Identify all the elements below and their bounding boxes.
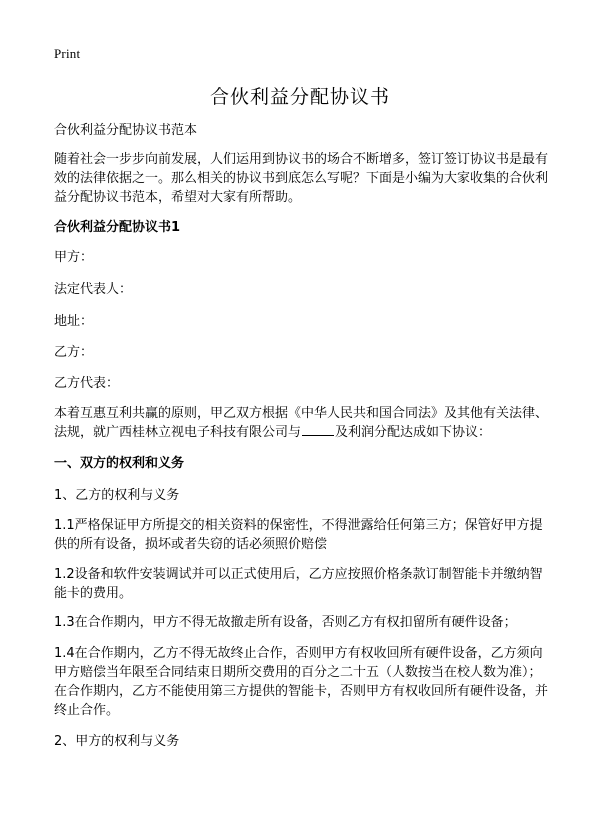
subtitle-paragraph: 合伙利益分配协议书范本 [54,123,198,138]
principle-text-part2: 及利润分配达成如下协议： [335,425,492,440]
clause-1-4: 1.4在合作期内，乙方不得无故终止合作，否则甲方有权收回所有硬件设备，乙方须向甲方赔偿当年限至合同结束日期所交费用的百分之二十五（人数按当在校人数为准）；在合作期内，乙方不能使用第三方提供的智能卡，否则甲方有权收回所有硬件设备，并终止合作。 [54,646,549,718]
party-a-field: 甲方： [54,250,94,265]
blank-line [302,423,334,436]
section-heading-rights: 一、双方的权利和义务 [54,456,185,471]
print-label[interactable]: Print [54,46,81,61]
party-b-representative-field: 乙方代表： [54,376,120,391]
document-title: 合伙利益分配协议书 [209,86,390,108]
party-b-field: 乙方： [54,345,94,360]
legal-representative-field: 法定代表人： [54,282,133,297]
principle-text-part1: 本着互惠互利共赢的原则，甲乙双方根据《中华人民共和国合同法》及其他有关法律、法规，就广西桂林立视电子科技有限公司与 [54,406,549,440]
party-b-rights-heading: 1、乙方的权利与义务 [54,488,180,503]
principle-paragraph [54,404,554,442]
address-field: 地址： [54,314,94,329]
clause-1-1: 1.1严格保证甲方所提交的相关资料的保密性，不得泄露给任何第三方；保管好甲方提供的所有设备，损坏或者失窃的话必须照价赔偿 [54,518,543,552]
party-a-rights-heading: 2、甲方的权利与义务 [54,734,180,749]
clause-1-3: 1.3在合作期内，甲方不得无故撤走所有设备，否则乙方有权扣留所有硬件设备； [54,615,517,630]
intro-paragraph: 随着社会一步步向前发展，人们运用到协议书的场合不断增多，签订签订协议书是最有效的法律依据之一。那么相关的协议书到底怎么写呢？下面是小编为大家收集的合伙利益分配协议书范本，希望对大家有所帮助。 [54,152,549,205]
section-heading-agreement-1: 合伙利益分配协议书1 [54,220,181,235]
clause-1-2: 1.2设备和软件安装调试并可以正式使用后，乙方应按照价格条款订制智能卡并缴纳智能卡的费用。 [54,567,543,601]
